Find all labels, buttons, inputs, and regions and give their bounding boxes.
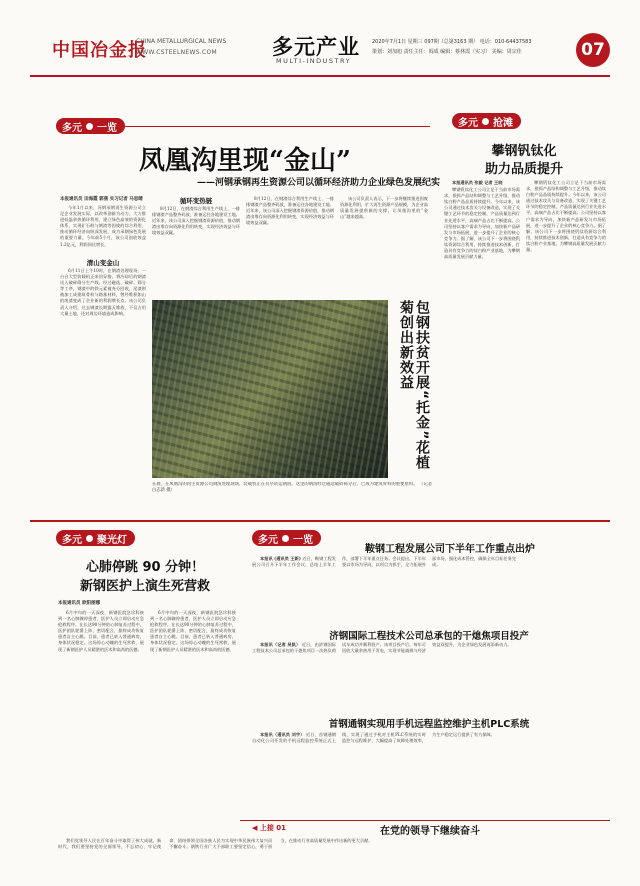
caption-text: 在鹿、在凤凰沟的再生资源公司钢渣处理现场，装载机正在有序转运钢渣。这里的钢渣经过磁选破碎筛分后，已成为建筑骨料的重要原料。 — [152, 482, 418, 487]
lead-column-4: 该公司负责人表示，下一步将继续推进固废资源化利用，扩大再生资源产品规模，为企业高质量发展提供新的支撑，让凤凰沟里的“金山”越来越高。 — [340, 196, 428, 220]
dot-icon — [482, 118, 489, 125]
news-story2-body — [252, 642, 606, 706]
masthead — [0, 0, 640, 82]
news-story3-headline: 首钢通钢实现用手机远程监控维护主机PLC系统 — [328, 719, 530, 730]
photo-caption — [152, 482, 432, 496]
lead-column-3: 8月12日，在钢渣综合利用生产线上，一排排钢渣产品整齐码放，准备运往各地建设工地。近年来，该公司深入挖掘钢渣资源价值，推动钢渣由堆存向资源化利用转变，实现经济效益与环境效益双赢。 — [246, 196, 334, 226]
right-headline-2: 助力品质提升 — [484, 162, 563, 177]
continued-arrow: ◀ 上接 01 — [252, 824, 286, 832]
feature-column-1: 6月中旬的一天深夜，新钢医院急诊科接到一名心肺骤停患者，医护人员立即启动应急抢救程序。在长达90分钟的心肺复苏过程中，医护团队轮番上阵，密切配合，最终成功恢复患者自主心跳。目前，患者已转入普通病房，身体状况稳定。这场惊心动魄的生死营救，展现了新钢医护人员精湛的医术和高尚的医德。 — [58, 610, 144, 652]
masthead-rule — [30, 75, 610, 77]
feature-byline: 本报通讯员 欧阳丽娜 — [58, 601, 101, 606]
lead-subtitle-1: 清山变金山 — [86, 259, 120, 267]
story2-byline: 本报讯（记者 吴凯） — [260, 642, 301, 647]
photo-credit: （记者 白志新 摄） — [152, 482, 432, 494]
tag-label-a: 多元 — [62, 534, 82, 546]
footer-rule — [240, 820, 610, 821]
story2-text: 近日，由济钢国际工程技术公司总承包的干熄焦项目一次热负荷试车成功并顺利投产。该项目投产后，每年可回收大量余热用于发电，实现节能减排与经济效益双提升，为企业绿色发展再添新动力。 — [252, 642, 512, 654]
date-line: 2020年7月1日 星期三 097期（总第3163 期） 电话：010-64437583 — [372, 39, 532, 45]
right-column-right: 攀钢钒钛化工公司立足于当前市场需求，狠抓产品结构调整与工艺升级，推动钛白粉产品品质持续提升。今年以来，该公司通过技术攻关与设备改造，实现了关键工艺环节的稳定控制，产品质量达到行业先进水平，高端产品占比不断提高。公司坚持以客户需求为导向，加快新产品研发与市场拓展，进一步提升了企业的核心竞争力。据了解，该公司下一步将围绕钒钛资源综合利用，持续推进技术创新，打造具有竞争力的钛白粉产业基地，为攀钢高质量发展贡献力量。 — [526, 180, 606, 253]
story1-text: 近日，鞍钢工程发展公司召开下半年工作会议，总结上半年工作，部署下半年重点任务。会议提出，下半年要以市场为导向，以项目为抓手，全力拓展外部市场，强化成本管控，确保全年目标任务完成。 — [252, 556, 516, 568]
overview-rule — [120, 126, 430, 127]
editor-line: 策划：刘加旭 责任主任：阎成 编辑：蔡林霞（实习） 美编：周宗佳 — [372, 49, 522, 55]
tag-label-b: 聚光灯 — [97, 534, 127, 546]
section-english: MULTI-INDUSTRY — [276, 57, 352, 65]
vertical-headline: 包钢扶贫开展“托金”花植菊创出新效益 — [398, 300, 430, 471]
lead-subhead: ——河钢承钢再生资源公司以循环经济助力企业绿色发展纪实 — [196, 178, 440, 188]
feature-headline-2: 新钢医护上演生死营救 — [79, 579, 210, 594]
dot-icon — [86, 123, 93, 130]
lead-column-2: 8月12日，在钢渣综合利用生产线上，一排排钢渣产品整齐码放，准备运往各地建设工地。近年来，该公司深入挖掘钢渣资源价值，推动钢渣由堆存向资源化利用转变，实现经济效益与环境效益双赢。 — [152, 206, 240, 236]
overview-section-tag — [56, 118, 125, 134]
lead-subtitle-2: 循环变热链 — [179, 197, 213, 205]
lead-byline: 本报通讯员 田海霞 郭燕 实习记者 马思晴 — [60, 197, 143, 202]
tag-label-b: 抢滩 — [493, 117, 513, 129]
tag-label-a: 多元 — [62, 122, 82, 134]
story3-text: 近日，首钢通钢自动化公司开发的手机远程监控系统正式上线，实现了通过手机对主机PLC系统的实时监控与远程维护，大幅提高了故障处理效率，为生产稳定运行提供了有力保障。 — [252, 732, 495, 744]
right-byline: 本报通讯员 张毅 记者 王晓 — [452, 180, 503, 185]
news-story1-body — [252, 556, 606, 620]
tag-label-a: 多元 — [458, 117, 478, 129]
lead-column-1: 今年1月以来，河钢承钢再生资源公司立足企业发展实际，以改革创新为动力，大力推进低温余热循环利用，建立绿色高效的资源化体系，实现矿石粉与钢渣等固废的综合利用，推动循环经济向纵深发展，成为承钢绿色发展的重要力量。今年前5个月，该公司创收效益1.2亿元，利润同比增长。 — [60, 205, 146, 247]
news-story1-headline: 鞍钢工程发展公司下半年工作重点出炉 — [365, 544, 535, 555]
lead-column-1b: 6月11日上午10时，在钢渣处理现场，一台台大型装载机正来回穿梭，将冷却后的钢渣送入破碎筛分生产线。经过磁选、破碎、筛分等工序，钢渣中的铁元素被充分回收，尾渣则被加工成建筑骨料与路基材料，曾经堆积如山的废渣变成了企业新的利润增长点。该公司负责人介绍，过去钢渣长期露天堆放，不仅占用大量土地，还对周边环境造成影响。 — [60, 268, 146, 316]
section-title: 多元产业 — [272, 35, 360, 59]
story1-byline: 本报讯 (通讯员 王新) — [260, 556, 301, 561]
story3-byline: 本报讯（通讯员 刘宇） — [260, 732, 305, 737]
lead-headline: 凤凰沟里现“金山” — [139, 146, 351, 176]
dot-icon — [86, 535, 93, 542]
tag-label-b: 一览 — [293, 534, 313, 546]
newspaper-logo: 中国冶金报 — [52, 40, 147, 61]
footer-body: 我们党领导人民在百年奋斗中取得了伟大成就。新时代，我们要坚持党的全面领导，不忘初心、牢记使命，团结带领全国各族人民为实现中华民族伟大复兴而不懈奋斗。钢铁行业广大干部职工要坚定信心，勇于担当，在推动行业高质量发展中作出新的更大贡献。 — [58, 838, 373, 850]
dot-icon — [282, 535, 289, 542]
right-column-left: 本报通讯员 张毅 记者 王晓 攀钢钒钛化工公司立足于当前市场需求，狠抓产品结构调整与工艺升级，推动钛白粉产品品质持续提升。今年以来，该公司通过技术攻关与设备改造，实现了关键工艺环节的稳定控制，产品质量达到行业先进水平，高端产品占比不断提高。公司坚持以客户需求为导向，加快新产品研发与市场拓展，进一步提升了企业的核心竞争力。据了解，该公司下一步将围绕钒钛资源综合利用，持续推进技术创新，打造具有竞争力的钛白粉产业基地，为攀钢高质量发展贡献力量。 — [444, 180, 520, 260]
mid-rule — [30, 520, 610, 522]
lead-photo — [152, 300, 388, 478]
feature-headline-1: 心肺停跳 90 分钟！ — [85, 560, 205, 575]
website: WWW.CSTEELNEWS.COM — [136, 49, 218, 56]
tag-label-b: 一览 — [97, 122, 117, 134]
right-section-tag — [452, 113, 521, 129]
news-story3-body — [252, 732, 606, 810]
paper-english-name: CHINA METALLURGICAL NEWS — [136, 38, 227, 45]
tag-label-a: 多元 — [258, 534, 278, 546]
feature-section-tag — [56, 530, 135, 546]
page-number-badge: 07 — [576, 33, 610, 67]
right-headline-1: 攀钢钒钛化 — [491, 144, 557, 159]
footer-headline: 在党的领导下继续奋斗 — [380, 826, 480, 837]
news-story2-headline: 济钢国际工程技术公司总承包的干熄焦项目投产 — [329, 631, 529, 642]
feature-column-2: 6月中旬的一天深夜，新钢医院急诊科接到一名心肺骤停患者，医护人员立即启动应急抢救程序。在长达90分钟的心肺复苏过程中，医护团队轮番上阵，密切配合，最终成功恢复患者自主心跳。目前，患者已转入普通病房，身体状况稳定。这场惊心动魄的生死营救，展现了新钢医护人员精湛的医术和高尚的医德。 — [150, 610, 236, 652]
